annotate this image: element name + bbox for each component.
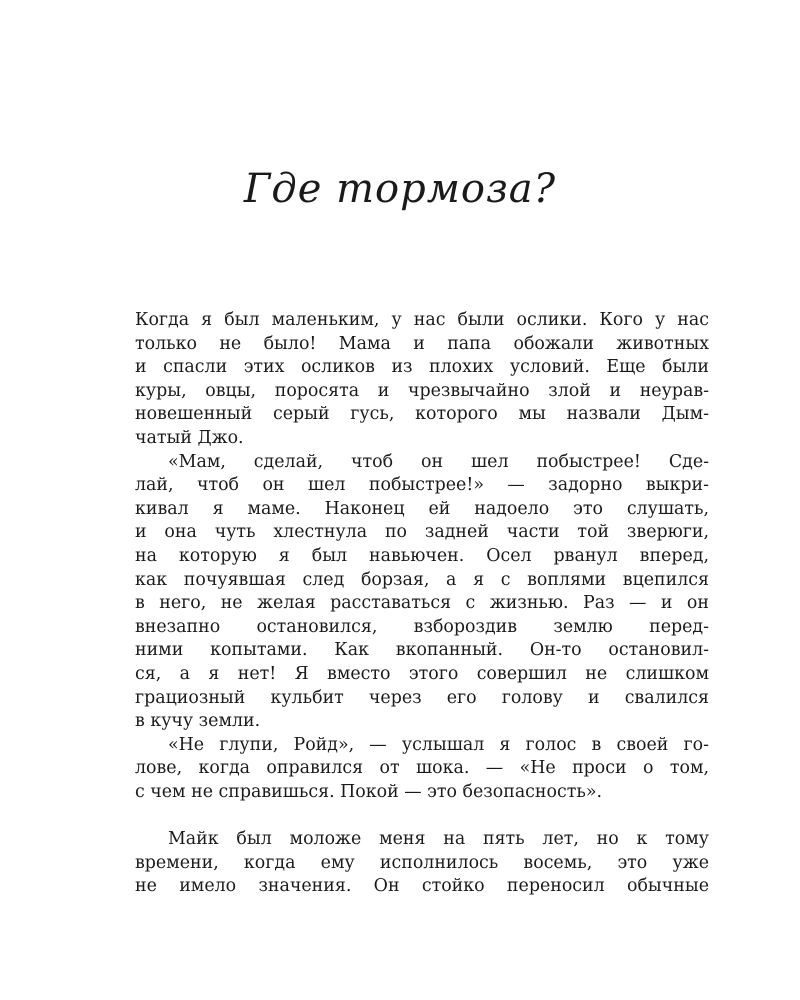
text-line: в него, не желая расставаться с жизнью. Раз — и он — [135, 593, 709, 614]
text-line: на которую я был навьючен. Осел рванул вперед, — [135, 545, 709, 566]
chapter-body — [135, 309, 709, 899]
text-line: и она чуть хлестнула по задней части той зверюги, — [135, 522, 709, 543]
text-line: ся, а я нет! Я вместо этого совершил не слишком — [135, 663, 709, 684]
text-line: лове, когда оправился от шока. — «Не проси о том, — [135, 758, 709, 779]
text-line: куры, овцы, поросята и чрезвычайно злой и неурав- — [135, 380, 709, 401]
text-line: «Мам, сделай, чтоб он шел побыстрее! Сде- — [168, 451, 709, 472]
text-line: лай, чтоб он шел побыстрее!» — задорно выкри- — [135, 475, 709, 496]
text-line: грациозный кульбит через его голову и свалился — [135, 687, 709, 708]
paragraph — [135, 828, 709, 899]
text-line: чатый Джо. — [135, 427, 244, 448]
text-line: ними копытами. Как вкопанный. Он-то остановил- — [135, 640, 709, 661]
text-line: только не было! Мама и папа обожали животных — [135, 333, 709, 354]
text-line: новешенный серый гусь, которого мы назвали Дым- — [135, 404, 709, 425]
section-break — [135, 804, 709, 828]
paragraph — [135, 734, 709, 805]
text-line: в кучу земли. — [135, 711, 261, 732]
text-line: и спасли этих осликов из плохих условий. Еще были — [135, 357, 709, 378]
text-line: Майк был моложе меня на пять лет, но к тому — [168, 829, 709, 850]
text-line: кивал я маме. Наконец ей надоело это слушать, — [135, 498, 709, 519]
text-line: с чем не справишься. Покой — это безопасность». — [135, 781, 602, 802]
text-line: не имело значения. Он стойко переносил обычные — [135, 876, 709, 897]
text-line: времени, когда ему исполнилось восемь, это уже — [135, 852, 709, 873]
paragraph — [135, 309, 709, 451]
chapter-title: Где тормоза? — [243, 166, 557, 212]
text-line: Когда я был маленьким, у нас были ослики. Кого у нас — [135, 310, 709, 330]
text-line: внезапно остановился, взбороздив землю перед- — [135, 616, 709, 637]
text-line: «Не глупи, Ройд», — услышал я голос в своей го- — [168, 734, 709, 755]
text-line: как почуявшая след борзая, а я с воплями вцепился — [135, 569, 709, 590]
paragraph — [135, 451, 709, 734]
